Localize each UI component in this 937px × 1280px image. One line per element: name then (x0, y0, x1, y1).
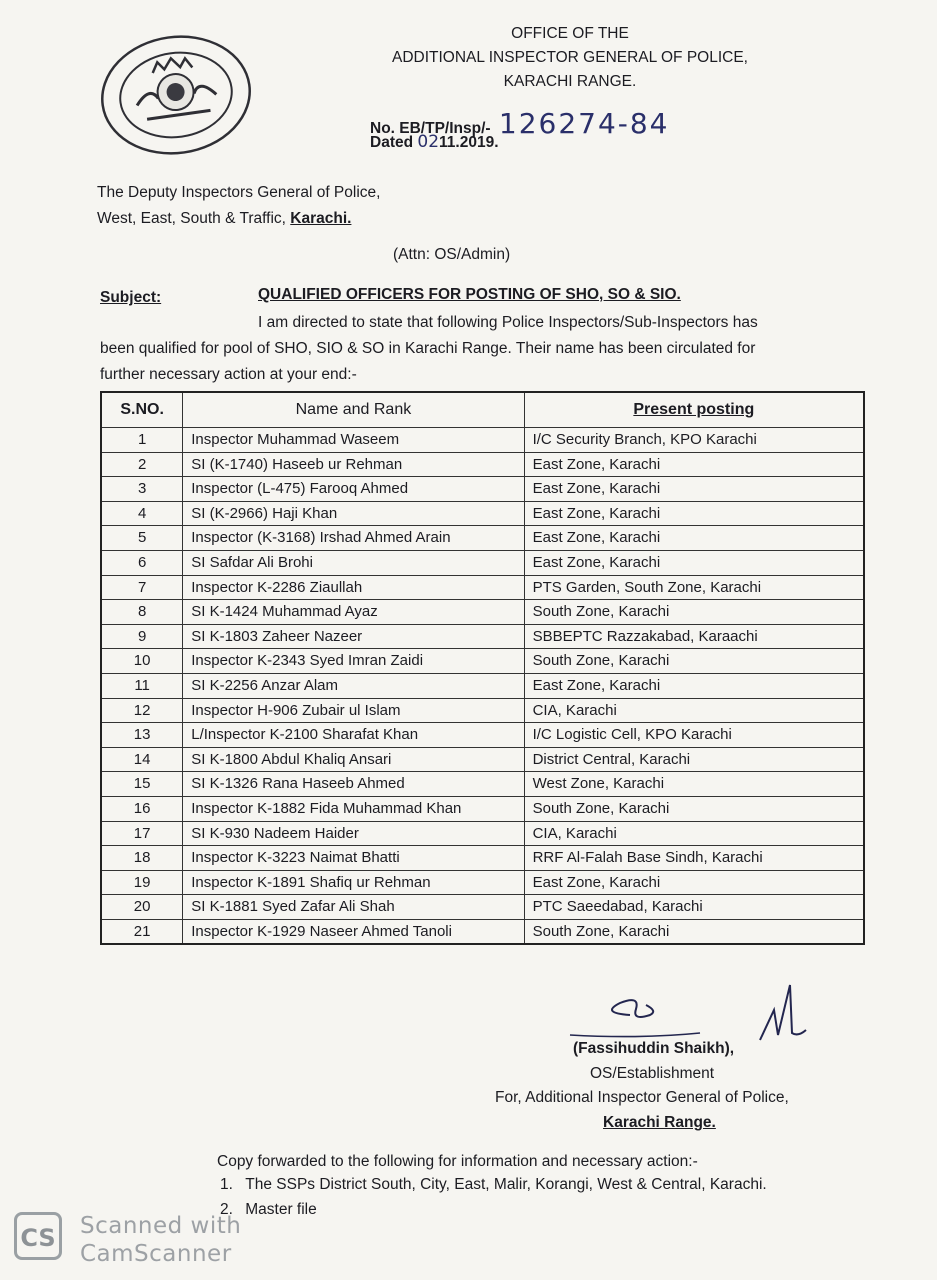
office-range: KARACHI RANGE. (503, 73, 637, 90)
cell-name-rank: SI K-2256 Anzar Alam (183, 673, 524, 698)
camscanner-watermark (80, 1212, 241, 1268)
table-row (101, 452, 864, 477)
cell-name-rank: SI K-1424 Muhammad Ayaz (183, 600, 524, 625)
cell-posting: SBBEPTC Razzakabad, Karaachi (524, 624, 864, 649)
table-row (101, 477, 864, 502)
cell-posting: East Zone, Karachi (524, 870, 864, 895)
camscanner-logo-icon: CS (14, 1212, 62, 1260)
cell-sno: 20 (101, 895, 183, 920)
cell-sno: 4 (101, 501, 183, 526)
table-row (101, 846, 864, 871)
table-row (101, 698, 864, 723)
subject-label: Subject: (100, 289, 162, 306)
cell-name-rank: L/Inspector K-2100 Sharafat Khan (183, 723, 524, 748)
cell-posting: South Zone, Karachi (524, 796, 864, 821)
cell-sno: 14 (101, 747, 183, 772)
cell-name-rank: Inspector H-906 Zubair ul Islam (183, 698, 524, 723)
cell-sno: 16 (101, 796, 183, 821)
cell-sno: 21 (101, 919, 183, 944)
table-row (101, 772, 864, 797)
cell-sno: 10 (101, 649, 183, 674)
cell-sno: 1 (101, 428, 183, 453)
cell-name-rank: Inspector K-1882 Fida Muhammad Khan (183, 796, 524, 821)
cell-posting: District Central, Karachi (524, 747, 864, 772)
cell-posting: I/C Logistic Cell, KPO Karachi (524, 723, 864, 748)
cell-posting: East Zone, Karachi (524, 526, 864, 551)
dated-handwritten-day: 02 (417, 132, 440, 152)
header-present-posting: Present posting (524, 392, 864, 428)
header-sno: S.NO. (101, 392, 183, 428)
header-name-rank: Name and Rank (183, 392, 524, 428)
cell-sno: 6 (101, 550, 183, 575)
cell-posting: PTC Saeedabad, Karachi (524, 895, 864, 920)
table-row (101, 895, 864, 920)
table-row (101, 526, 864, 551)
dated-rest: 11.2019. (439, 134, 499, 151)
cell-sno: 12 (101, 698, 183, 723)
copy-item (220, 1172, 767, 1198)
cell-posting: East Zone, Karachi (524, 452, 864, 477)
cell-sno: 7 (101, 575, 183, 600)
table-row (101, 723, 864, 748)
sindh-police-seal (96, 30, 256, 160)
addressee-line-1: The Deputy Inspectors General of Police, (97, 184, 381, 201)
table-row (101, 428, 864, 453)
table-row (101, 870, 864, 895)
body-line-1: I am directed to state that following Police Inspectors/Sub-Inspectors has (258, 314, 758, 331)
signatory-name: (Fassihuddin Shaikh), (573, 1040, 735, 1057)
table-row (101, 624, 864, 649)
addressee-city: Karachi. (290, 210, 352, 227)
table-row (101, 575, 864, 600)
qualified-officers-table (100, 391, 865, 945)
office-line: OFFICE OF THE (511, 25, 629, 42)
copy-item-number: 2. (220, 1201, 233, 1218)
cell-sno: 5 (101, 526, 183, 551)
cell-name-rank: SI K-1803 Zaheer Nazeer (183, 624, 524, 649)
cell-name-rank: SI (K-2966) Haji Khan (183, 501, 524, 526)
table-row (101, 550, 864, 575)
table-row (101, 747, 864, 772)
table-row (101, 796, 864, 821)
cell-posting: CIA, Karachi (524, 698, 864, 723)
cell-sno: 8 (101, 600, 183, 625)
cell-posting: East Zone, Karachi (524, 673, 864, 698)
cell-posting: East Zone, Karachi (524, 477, 864, 502)
table-row (101, 821, 864, 846)
cell-posting: CIA, Karachi (524, 821, 864, 846)
office-title: ADDITIONAL INSPECTOR GENERAL OF POLICE, (391, 49, 748, 66)
cell-name-rank: Inspector Muhammad Waseem (183, 428, 524, 453)
cell-posting: I/C Security Branch, KPO Karachi (524, 428, 864, 453)
cell-sno: 13 (101, 723, 183, 748)
cell-name-rank: SI K-1881 Syed Zafar Ali Shah (183, 895, 524, 920)
reference-date (370, 132, 499, 152)
cell-name-rank: Inspector K-1929 Naseer Ahmed Tanoli (183, 919, 524, 944)
cell-name-rank: SI K-930 Nadeem Haider (183, 821, 524, 846)
table-row (101, 673, 864, 698)
cell-name-rank: SI K-1800 Abdul Khaliq Ansari (183, 747, 524, 772)
cell-name-rank: Inspector K-1891 Shafiq ur Rehman (183, 870, 524, 895)
copy-item-text: The SSPs District South, City, East, Malir, Korangi, West & Central, Karachi. (245, 1176, 767, 1193)
cell-sno: 9 (101, 624, 183, 649)
signatory-range: Karachi Range. (603, 1114, 716, 1131)
addressee-regions: West, East, South & Traffic, (97, 210, 291, 227)
subject-text: QUALIFIED OFFICERS FOR POSTING OF SHO, SO & SIO. (258, 286, 681, 303)
table-row (101, 919, 864, 944)
cell-posting: East Zone, Karachi (524, 550, 864, 575)
cell-name-rank: Inspector K-3223 Naimat Bhatti (183, 846, 524, 871)
cell-name-rank: Inspector K-2343 Syed Imran Zaidi (183, 649, 524, 674)
cell-name-rank: Inspector K-2286 Ziaullah (183, 575, 524, 600)
cell-posting: South Zone, Karachi (524, 649, 864, 674)
cell-sno: 18 (101, 846, 183, 871)
copy-item-text: Master file (245, 1201, 317, 1218)
cell-posting: South Zone, Karachi (524, 600, 864, 625)
reference-handwritten-number: 126274-84 (498, 107, 670, 140)
signatory-designation: OS/Establishment (590, 1065, 715, 1082)
table-header-row (101, 392, 864, 428)
table-row (101, 600, 864, 625)
cell-sno: 2 (101, 452, 183, 477)
cell-sno: 11 (101, 673, 183, 698)
body-line-2: been qualified for pool of SHO, SIO & SO in Karachi Range. Their name has been circulated for (100, 340, 756, 357)
cell-sno: 15 (101, 772, 183, 797)
cell-name-rank: SI (K-1740) Haseeb ur Rehman (183, 452, 524, 477)
cell-name-rank: Inspector (K-3168) Irshad Ahmed Arain (183, 526, 524, 551)
cell-posting: RRF Al-Falah Base Sindh, Karachi (524, 846, 864, 871)
copy-item-number: 1. (220, 1176, 233, 1193)
copy-forwarded-intro: Copy forwarded to the following for information and necessary action:- (217, 1153, 698, 1170)
watermark-line-2: CamScanner (80, 1241, 232, 1267)
cell-name-rank: SI Safdar Ali Brohi (183, 550, 524, 575)
cell-sno: 19 (101, 870, 183, 895)
addressee-line-2 (97, 206, 351, 232)
cell-posting: West Zone, Karachi (524, 772, 864, 797)
cell-posting: South Zone, Karachi (524, 919, 864, 944)
table-row (101, 649, 864, 674)
cell-posting: East Zone, Karachi (524, 501, 864, 526)
cell-posting: PTS Garden, South Zone, Karachi (524, 575, 864, 600)
watermark-line-1: Scanned with (80, 1213, 242, 1239)
dated-label: Dated (370, 134, 414, 151)
attention-line: (Attn: OS/Admin) (393, 246, 511, 263)
body-line-3: further necessary action at your end:- (100, 366, 357, 383)
cell-sno: 3 (101, 477, 183, 502)
table-row (101, 501, 864, 526)
reference-label: No. EB/TP/Insp/- (370, 120, 491, 137)
cell-name-rank: Inspector (L-475) Farooq Ahmed (183, 477, 524, 502)
cell-name-rank: SI K-1326 Rana Haseeb Ahmed (183, 772, 524, 797)
cell-sno: 17 (101, 821, 183, 846)
signatory-for-line: For, Additional Inspector General of Police, (495, 1089, 789, 1106)
